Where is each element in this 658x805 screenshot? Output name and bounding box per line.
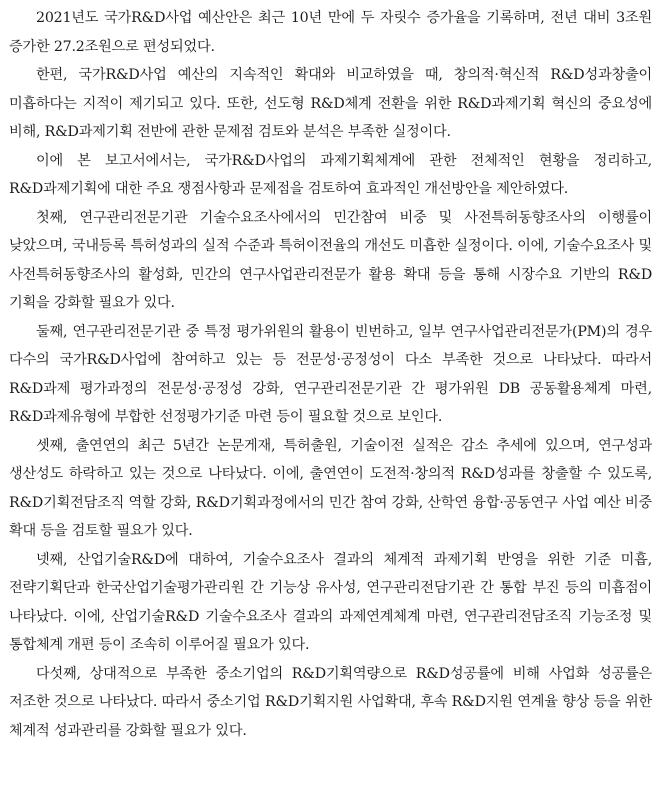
- paragraph-third-finding: 셋째, 출연연의 최근 5년간 논문게재, 특허출원, 기술이전 실적은 감소 추세에 있으며, 연구성과 생산성도 하락하고 있는 것으로 나타났다. 이에, 출연연이 도전적·창의적 R&D성과를 창출할 수 있도록, R&D기획전담조직 역할 강화, R&D기획과정에서의 민간 참여 강화, 산학연 융합·공동연구 사업 예산 비중 확대 등을 검토할 필요가 있다.: [9, 437, 652, 539]
- paragraph-report-purpose: 이에 본 보고서에서는, 국가R&D사업의 과제기획체계에 관한 전체적인 현황을 정리하고, R&D과제기획에 대한 주요 쟁점사항과 문제점을 검토하여 효과적인 개선방안을 제안하였다.: [9, 152, 652, 197]
- paragraph-intro-budget: 2021년도 국가R&D사업 예산안은 최근 10년 만에 두 자릿수 증가율을 기록하며, 전년 대비 3조원 증가한 27.2조원으로 편성되었다.: [9, 10, 652, 55]
- paragraph-second-finding: 둘째, 연구관리전문기관 중 특정 평가위원의 활용이 빈번하고, 일부 연구사업관리전문가(PM)의 경우 다수의 국가R&D사업에 참여하고 있는 등 전문성·공정성이 다소 부족한 것으로 나타났다. 따라서 R&D과제 평가과정의 전문성·공정성 강화, 연구관리전문기관 간 평가위원 DB 공동활용체계 마련, R&D과제유형에 부합한 선정평가기준 마련 등이 필요할 것으로 보인다.: [9, 323, 652, 425]
- paragraph-fourth-finding: 넷째, 산업기술R&D에 대하여, 기술수요조사 결과의 체계적 과제기획 반영을 위한 기준 미흡, 전략기획단과 한국산업기술평가관리원 간 기능상 유사성, 연구관리전담기관 간 통합 부진 등의 미흡점이 나타났다. 이에, 산업기술R&D 기술수요조사 결과의 과제연계체계 마련, 연구관리전담조직 기능조정 및 통합체계 개편 등이 조속히 이루어질 필요가 있다.: [9, 551, 652, 653]
- paragraph-problem-statement: 한편, 국가R&D사업 예산의 지속적인 확대와 비교하였을 때, 창의적·혁신적 R&D성과창출이 미흡하다는 지적이 제기되고 있다. 또한, 선도형 R&D체계 전환을 위한 R&D과제기획 혁신의 중요성에 비해, R&D과제기획 전반에 관한 문제점 검토와 분석은 부족한 실정이다.: [9, 67, 652, 140]
- paragraph-first-finding: 첫째, 연구관리전문기관 기술수요조사에서의 민간참여 비중 및 사전특허동향조사의 이행률이 낮았으며, 국내등록 특허성과의 실적 수준과 특허이전율의 개선도 미흡한 실정이다. 이에, 기술수요조사 및 사전특허동향조사의 활성화, 민간의 연구사업관리전문가 활용 확대 등을 통해 시장수요 기반의 R&D 기획을 강화할 필요가 있다.: [9, 209, 652, 311]
- paragraph-fifth-finding: 다섯째, 상대적으로 부족한 중소기업의 R&D기획역량으로 R&D성공률에 비해 사업화 성공률은 저조한 것으로 나타났다. 따라서 중소기업 R&D기획지원 사업확대, 후속 R&D지원 연계율 향상 등을 위한 체계적 성과관리를 강화할 필요가 있다.: [9, 665, 652, 739]
